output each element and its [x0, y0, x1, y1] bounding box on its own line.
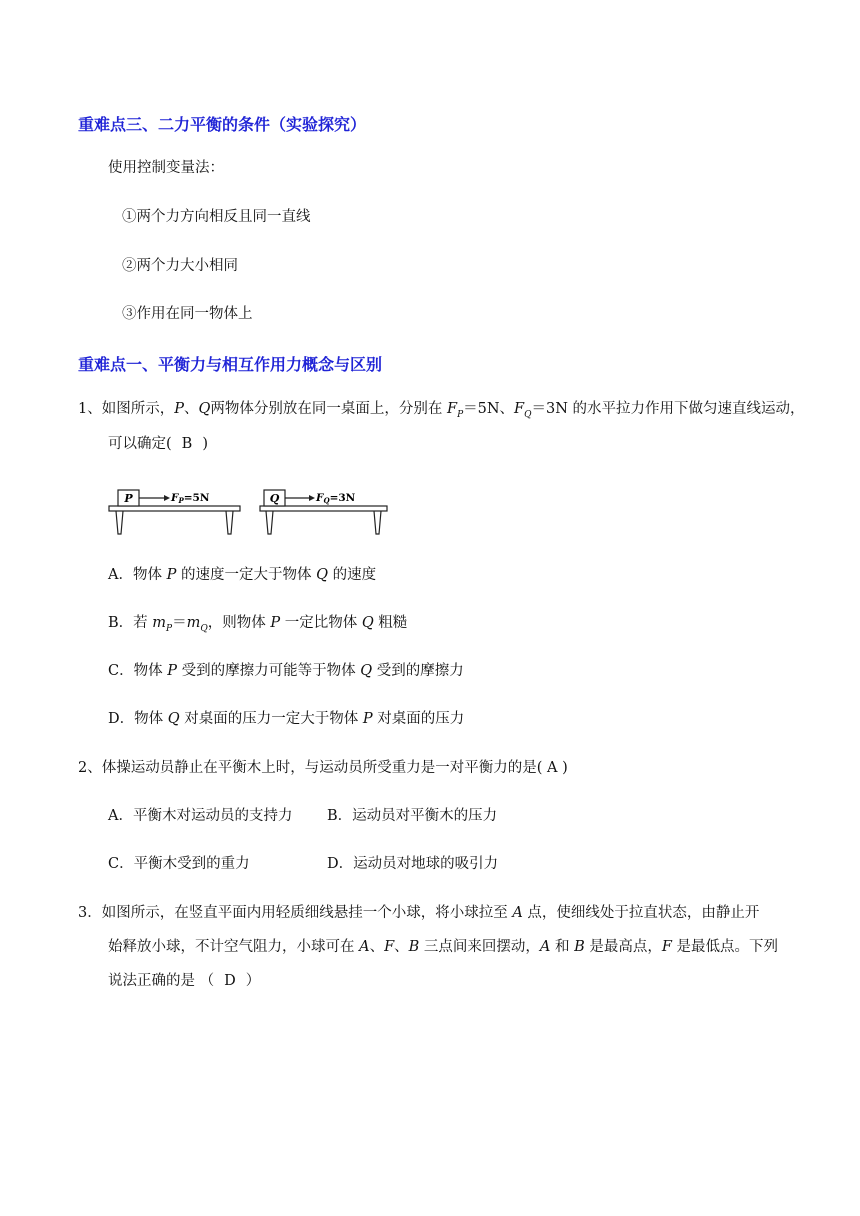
q1-answer: B — [181, 436, 193, 452]
condition-item-2: ②两个力大小相同 — [122, 258, 238, 274]
q2-option-b: B．运动员对平衡木的压力 — [327, 808, 498, 824]
q1-line2: 可以确定( — [108, 436, 172, 452]
q1-option-c: C．物体 P 受到的摩擦力可能等于物体 Q 受到的摩擦力 — [108, 663, 464, 679]
table-q — [260, 490, 387, 534]
q1-var-q: Q — [198, 401, 211, 417]
q1-close: ) — [202, 436, 208, 452]
force-p-label: FP=5N — [171, 492, 210, 505]
method-intro: 使用控制变量法： — [108, 160, 224, 176]
q1-eq-q: ＝3N 的水平拉力作用下做匀速直线运动， — [531, 401, 805, 417]
section-heading-1: 重难点一、平衡力与相互作用力概念与区别 — [78, 355, 383, 374]
tables-figure — [108, 484, 398, 536]
q1-eq-p: ＝5N、 — [463, 401, 515, 417]
q1-sep: 、 — [184, 401, 199, 417]
q1-var-p: P — [174, 401, 184, 417]
q2-option-a: A．平衡木对运动员的支持力 — [108, 808, 293, 824]
arrow-right-icon — [164, 495, 170, 501]
force-q-label: FQ=3N — [316, 492, 356, 505]
q1-text-a: 两物体分别放在同一桌面上，分别在 — [210, 401, 447, 417]
q1-sub-p: P — [457, 409, 464, 420]
q3-answer: D — [224, 973, 236, 989]
block-q-label: Q — [269, 492, 280, 505]
arrow-right-icon — [309, 495, 315, 501]
q1-num: 1、如图所示， — [78, 401, 175, 417]
question-3-line-2: 始释放小球，不计空气阻力，小球可在 A、F、B 三点间来回摆动，A 和 B 是最高点，F 是最低点。下列 — [108, 939, 779, 955]
q1-force-f: F — [514, 401, 525, 417]
question-1-line-2 — [108, 434, 208, 454]
q1-force-f: F — [447, 401, 458, 417]
condition-item-3: ③作用在同一物体上 — [122, 306, 253, 322]
q1-sub-q: Q — [524, 409, 532, 420]
question-3-line-1: 3．如图所示，在竖直平面内用轻质细线悬挂一个小球，将小球拉至 A 点，使细线处于拉直状态，由静止开 — [78, 905, 760, 921]
q1-option-b: B．若 $m_P=m_Q$，则物体 P 一定比物体 Q 粗糙 — [108, 615, 408, 634]
question-3-line-3: 说法正确的是 （ D ） — [108, 973, 261, 989]
q2-option-d: D．运动员对地球的吸引力 — [327, 856, 499, 872]
q2-option-c: C．平衡木受到的重力 — [108, 856, 250, 872]
question-1-stem — [78, 399, 805, 425]
condition-item-1: ①两个力方向相反且同一直线 — [122, 209, 311, 225]
block-p-label: P — [124, 492, 133, 505]
q1-option-a: A．物体 P 的速度一定大于物体 Q 的速度 — [108, 567, 377, 583]
section-heading-3: 重难点三、二力平衡的条件（实验探究） — [78, 115, 367, 134]
q1-option-d: D．物体 Q 对桌面的压力一定大于物体 P 对桌面的压力 — [108, 711, 465, 727]
table-p — [109, 490, 240, 534]
question-2-stem: 2、体操运动员静止在平衡木上时，与运动员所受重力是一对平衡力的是( A ) — [78, 760, 568, 776]
